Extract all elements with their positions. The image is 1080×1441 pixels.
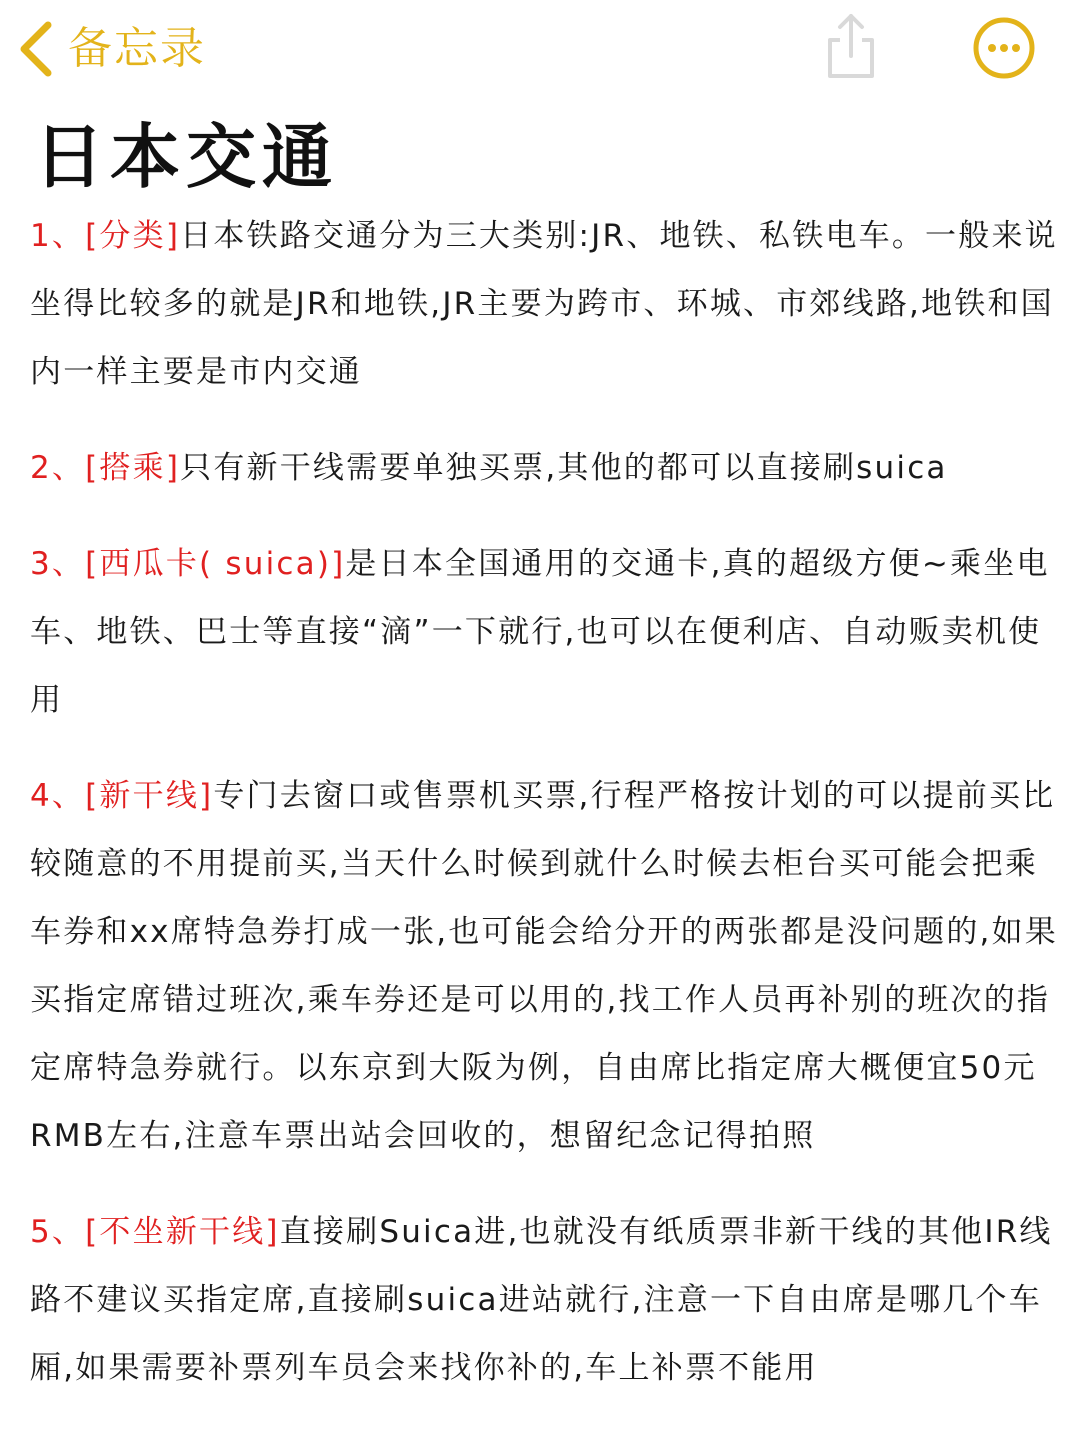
paragraph-number: 1、	[30, 218, 86, 254]
paragraph-number: 4、	[30, 778, 86, 814]
paragraph-text: 只有新干线需要单独买票,其他的都可以直接刷suica	[180, 450, 948, 486]
paragraph-text: 直接刷Suica进,也就没有纸质票非新干线的其他IR线路不建议买指定席,直接刷suica进站就行,注意一下自由席是哪几个车厢,如果需要补票列车员会来找你补的,车上补票不能用	[30, 1214, 1053, 1386]
paragraph-tag: [新干线]	[85, 778, 214, 814]
note-body[interactable]	[30, 202, 1060, 1430]
back-button[interactable]	[18, 14, 206, 84]
paragraph-number: 5、	[30, 1214, 86, 1250]
paragraph-tag: [西瓜卡( suica)]	[85, 546, 346, 582]
paragraph-text: 专门去窗口或售票机买票,行程严格按计划的可以提前买比较随意的不用提前买,当天什么时候到就什么时候去柜台买可能会把乘车券和xx席特急券打成一张,也可能会给分开的两张都是没问题的,如果买指定席错过班次,乘车券还是可以用的,找工作人员再补别的班次的指定席特急券就行。以东京到大阪为例，自由席比指定席大概便宜50元RMB左右,注意车票出站会回收的，想留纪念记得拍照	[30, 778, 1058, 1154]
note-paragraph	[30, 762, 1060, 1170]
paragraph-number: 3、	[30, 546, 86, 582]
paragraph-tag: [分类]	[85, 218, 181, 254]
paragraph-tag: [不坐新干线]	[85, 1214, 280, 1250]
navigation-bar	[0, 0, 1080, 100]
note-paragraph	[30, 434, 1060, 502]
share-icon	[818, 10, 884, 82]
paragraph-text: 日本铁路交通分为三大类别:JR、地铁、私铁电车。一般来说坐得比较多的就是JR和地铁,JR主要为跨市、环城、市郊线路,地铁和国内一样主要是市内交通	[30, 218, 1058, 390]
more-icon	[972, 16, 1036, 80]
back-label: 备忘录	[68, 23, 206, 74]
note-paragraph	[30, 530, 1060, 734]
paragraph-text: 是日本全国通用的交通卡,真的超级方便~乘坐电车、地铁、巴士等直接“滴”一下就行,也可以在便利店、自动贩卖机使用	[30, 546, 1050, 718]
paragraph-number: 2、	[30, 450, 86, 486]
more-button[interactable]	[972, 16, 1036, 80]
note-title: 日本交通	[34, 116, 338, 198]
note-paragraph	[30, 1198, 1060, 1402]
note-paragraph	[30, 202, 1060, 406]
chevron-left-icon	[18, 21, 54, 77]
share-button[interactable]	[818, 10, 884, 82]
paragraph-tag: [搭乘]	[85, 450, 181, 486]
